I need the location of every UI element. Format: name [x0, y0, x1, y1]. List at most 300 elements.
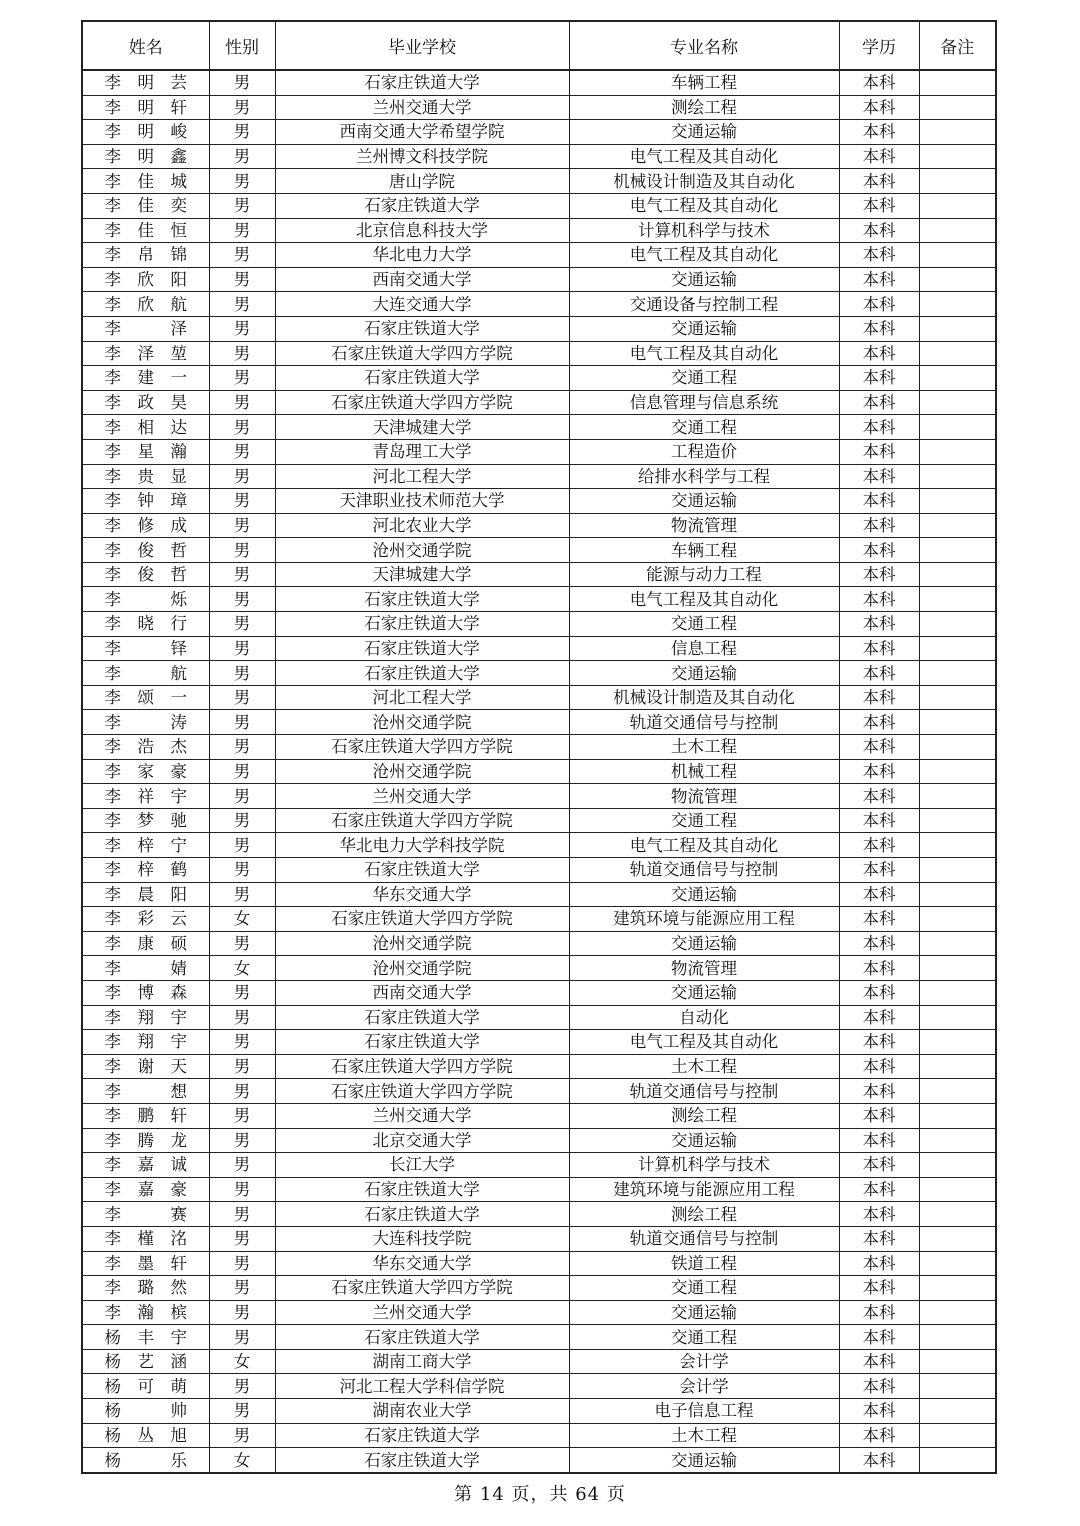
cell-name: 李 欣 航	[82, 292, 209, 317]
table-row	[82, 1054, 996, 1079]
cell-degree: 本科	[839, 1325, 919, 1350]
cell-school: 华北电力大学	[275, 243, 569, 268]
cell-school: 石家庄铁道大学	[275, 1005, 569, 1030]
cell-major: 交通运输	[569, 1448, 839, 1473]
cell-degree: 本科	[839, 489, 919, 514]
cell-degree: 本科	[839, 710, 919, 735]
cell-name: 李 建 一	[82, 366, 209, 391]
table-row	[82, 169, 996, 194]
cell-gender: 男	[209, 1202, 275, 1227]
table-row	[82, 144, 996, 169]
cell-school: 石家庄铁道大学四方学院	[275, 341, 569, 366]
cell-name: 李 明 轩	[82, 95, 209, 120]
cell-degree: 本科	[839, 1374, 919, 1399]
table-row	[82, 243, 996, 268]
cell-note	[919, 193, 996, 218]
table-row	[82, 612, 996, 637]
cell-major: 交通运输	[569, 489, 839, 514]
cell-degree: 本科	[839, 661, 919, 686]
cell-major: 交通运输	[569, 980, 839, 1005]
cell-school: 华北电力大学科技学院	[275, 833, 569, 858]
cell-school: 河北农业大学	[275, 513, 569, 538]
cell-major: 电子信息工程	[569, 1399, 839, 1424]
cell-major: 测绘工程	[569, 95, 839, 120]
cell-school: 石家庄铁道大学	[275, 1325, 569, 1350]
cell-degree: 本科	[839, 70, 919, 95]
cell-degree: 本科	[839, 439, 919, 464]
table-row	[82, 587, 996, 612]
cell-gender: 男	[209, 1251, 275, 1276]
table-row	[82, 120, 996, 145]
table-row	[82, 513, 996, 538]
cell-degree: 本科	[839, 1251, 919, 1276]
cell-major: 机械工程	[569, 759, 839, 784]
table-row	[82, 538, 996, 563]
cell-name: 李 梓 宁	[82, 833, 209, 858]
table-row	[82, 1374, 996, 1399]
cell-gender: 男	[209, 1177, 275, 1202]
cell-school: 大连交通大学	[275, 292, 569, 317]
cell-major: 交通工程	[569, 808, 839, 833]
cell-gender: 男	[209, 784, 275, 809]
cell-gender: 男	[209, 882, 275, 907]
cell-school: 西南交通大学	[275, 267, 569, 292]
cell-note	[919, 95, 996, 120]
cell-major: 会计学	[569, 1374, 839, 1399]
cell-note	[919, 1349, 996, 1374]
table-row	[82, 1128, 996, 1153]
cell-degree: 本科	[839, 144, 919, 169]
cell-major: 测绘工程	[569, 1103, 839, 1128]
cell-major: 车辆工程	[569, 70, 839, 95]
cell-gender: 男	[209, 1054, 275, 1079]
cell-gender: 男	[209, 710, 275, 735]
cell-note	[919, 1300, 996, 1325]
cell-school: 石家庄铁道大学四方学院	[275, 1054, 569, 1079]
cell-gender: 男	[209, 513, 275, 538]
cell-note	[919, 1005, 996, 1030]
table-row	[82, 1399, 996, 1424]
cell-name: 李 佳 奕	[82, 193, 209, 218]
cell-school: 石家庄铁道大学	[275, 1030, 569, 1055]
cell-gender: 男	[209, 1325, 275, 1350]
cell-name: 李 翔 宇	[82, 1030, 209, 1055]
cell-major: 会计学	[569, 1349, 839, 1374]
cell-note	[919, 538, 996, 563]
cell-degree: 本科	[839, 1276, 919, 1301]
cell-note	[919, 1103, 996, 1128]
cell-name: 李 璐 然	[82, 1276, 209, 1301]
cell-major: 计算机科学与技术	[569, 1153, 839, 1178]
cell-name: 李 明 峻	[82, 120, 209, 145]
cell-major: 电气工程及其自动化	[569, 341, 839, 366]
cell-name: 李 嘉 诚	[82, 1153, 209, 1178]
cell-degree: 本科	[839, 95, 919, 120]
cell-name: 李 博 森	[82, 980, 209, 1005]
cell-school: 北京信息科技大学	[275, 218, 569, 243]
cell-school: 石家庄铁道大学	[275, 587, 569, 612]
cell-note	[919, 833, 996, 858]
cell-name: 杨 可 萌	[82, 1374, 209, 1399]
table-row	[82, 390, 996, 415]
table-row	[82, 439, 996, 464]
cell-gender: 男	[209, 685, 275, 710]
cell-degree: 本科	[839, 464, 919, 489]
cell-name: 李 帛 锦	[82, 243, 209, 268]
cell-major: 轨道交通信号与控制	[569, 1226, 839, 1251]
cell-name: 杨 帅	[82, 1399, 209, 1424]
cell-gender: 男	[209, 341, 275, 366]
table-row	[82, 956, 996, 981]
cell-gender: 男	[209, 1103, 275, 1128]
cell-degree: 本科	[839, 858, 919, 883]
table-row	[82, 1325, 996, 1350]
cell-name: 李 晨 阳	[82, 882, 209, 907]
cell-name: 李 涛	[82, 710, 209, 735]
cell-school: 兰州交通大学	[275, 95, 569, 120]
table-row	[82, 1202, 996, 1227]
cell-major: 交通工程	[569, 1325, 839, 1350]
table-row	[82, 1005, 996, 1030]
cell-note	[919, 513, 996, 538]
cell-gender: 女	[209, 1448, 275, 1473]
cell-gender: 男	[209, 538, 275, 563]
cell-degree: 本科	[839, 341, 919, 366]
cell-gender: 男	[209, 292, 275, 317]
cell-gender: 男	[209, 193, 275, 218]
cell-school: 唐山学院	[275, 169, 569, 194]
cell-major: 交通运输	[569, 120, 839, 145]
header-note: 备注	[919, 21, 996, 70]
cell-note	[919, 1153, 996, 1178]
cell-school: 天津城建大学	[275, 562, 569, 587]
table-row	[82, 735, 996, 760]
cell-gender: 男	[209, 735, 275, 760]
cell-gender: 男	[209, 489, 275, 514]
cell-school: 兰州博文科技学院	[275, 144, 569, 169]
cell-degree: 本科	[839, 685, 919, 710]
cell-degree: 本科	[839, 956, 919, 981]
cell-gender: 男	[209, 833, 275, 858]
cell-degree: 本科	[839, 587, 919, 612]
table-row	[82, 1300, 996, 1325]
cell-school: 石家庄铁道大学	[275, 1423, 569, 1448]
cell-major: 土木工程	[569, 1423, 839, 1448]
cell-name: 李 俊 哲	[82, 538, 209, 563]
cell-major: 交通运输	[569, 931, 839, 956]
cell-school: 华东交通大学	[275, 1251, 569, 1276]
cell-note	[919, 587, 996, 612]
cell-note	[919, 661, 996, 686]
cell-school: 石家庄铁道大学	[275, 193, 569, 218]
cell-name: 杨 乐	[82, 1448, 209, 1473]
cell-note	[919, 735, 996, 760]
cell-note	[919, 1128, 996, 1153]
table-row	[82, 70, 996, 95]
table-row	[82, 193, 996, 218]
cell-gender: 男	[209, 120, 275, 145]
cell-school: 天津城建大学	[275, 415, 569, 440]
cell-major: 计算机科学与技术	[569, 218, 839, 243]
cell-degree: 本科	[839, 366, 919, 391]
cell-major: 轨道交通信号与控制	[569, 858, 839, 883]
cell-degree: 本科	[839, 784, 919, 809]
cell-gender: 男	[209, 70, 275, 95]
cell-name: 李 明 芸	[82, 70, 209, 95]
cell-gender: 女	[209, 956, 275, 981]
cell-name: 杨 艺 涵	[82, 1349, 209, 1374]
cell-gender: 男	[209, 439, 275, 464]
cell-degree: 本科	[839, 1153, 919, 1178]
header-gender: 性别	[209, 21, 275, 70]
cell-note	[919, 341, 996, 366]
table-row	[82, 1079, 996, 1104]
cell-name: 李 彩 云	[82, 907, 209, 932]
cell-note	[919, 1399, 996, 1424]
cell-name: 李 腾 龙	[82, 1128, 209, 1153]
cell-school: 石家庄铁道大学	[275, 1448, 569, 1473]
cell-note	[919, 1202, 996, 1227]
cell-major: 铁道工程	[569, 1251, 839, 1276]
cell-degree: 本科	[839, 1226, 919, 1251]
table-row	[82, 636, 996, 661]
cell-major: 电气工程及其自动化	[569, 1030, 839, 1055]
cell-major: 物流管理	[569, 784, 839, 809]
cell-major: 建筑环境与能源应用工程	[569, 907, 839, 932]
cell-major: 能源与动力工程	[569, 562, 839, 587]
cell-name: 李 谢 天	[82, 1054, 209, 1079]
cell-school: 大连科技学院	[275, 1226, 569, 1251]
cell-note	[919, 562, 996, 587]
table-body	[82, 70, 996, 1473]
cell-degree: 本科	[839, 907, 919, 932]
table-row	[82, 562, 996, 587]
cell-major: 轨道交通信号与控制	[569, 1079, 839, 1104]
cell-major: 交通设备与控制工程	[569, 292, 839, 317]
cell-name: 李 槿 洺	[82, 1226, 209, 1251]
cell-note	[919, 1374, 996, 1399]
cell-gender: 男	[209, 366, 275, 391]
cell-degree: 本科	[839, 218, 919, 243]
cell-major: 建筑环境与能源应用工程	[569, 1177, 839, 1202]
cell-name: 李 修 成	[82, 513, 209, 538]
cell-note	[919, 808, 996, 833]
cell-name: 李 家 豪	[82, 759, 209, 784]
cell-name: 李 相 达	[82, 415, 209, 440]
table-row	[82, 95, 996, 120]
cell-school: 河北工程大学科信学院	[275, 1374, 569, 1399]
cell-degree: 本科	[839, 1128, 919, 1153]
cell-note	[919, 120, 996, 145]
cell-note	[919, 1226, 996, 1251]
cell-gender: 男	[209, 267, 275, 292]
cell-note	[919, 366, 996, 391]
cell-school: 兰州交通大学	[275, 784, 569, 809]
cell-gender: 男	[209, 218, 275, 243]
cell-school: 沧州交通学院	[275, 956, 569, 981]
page-number: 第 14 页，共 64 页	[454, 1484, 626, 1505]
cell-note	[919, 292, 996, 317]
header-school: 毕业学校	[275, 21, 569, 70]
cell-major: 信息管理与信息系统	[569, 390, 839, 415]
table-row	[82, 292, 996, 317]
cell-school: 河北工程大学	[275, 464, 569, 489]
table-row	[82, 415, 996, 440]
cell-note	[919, 1054, 996, 1079]
table-row	[82, 685, 996, 710]
cell-note	[919, 1251, 996, 1276]
table-row	[82, 980, 996, 1005]
header-degree: 学历	[839, 21, 919, 70]
cell-major: 物流管理	[569, 513, 839, 538]
cell-note	[919, 144, 996, 169]
cell-school: 兰州交通大学	[275, 1300, 569, 1325]
cell-school: 石家庄铁道大学	[275, 1177, 569, 1202]
cell-school: 华东交通大学	[275, 882, 569, 907]
cell-degree: 本科	[839, 1079, 919, 1104]
cell-degree: 本科	[839, 1202, 919, 1227]
table-row	[82, 1177, 996, 1202]
cell-gender: 男	[209, 1423, 275, 1448]
cell-name: 李 政 昊	[82, 390, 209, 415]
cell-school: 石家庄铁道大学	[275, 612, 569, 637]
cell-gender: 男	[209, 980, 275, 1005]
cell-note	[919, 243, 996, 268]
cell-school: 石家庄铁道大学四方学院	[275, 735, 569, 760]
cell-major: 交通工程	[569, 366, 839, 391]
table-row	[82, 858, 996, 883]
cell-note	[919, 858, 996, 883]
cell-school: 湖南工商大学	[275, 1349, 569, 1374]
cell-gender: 男	[209, 1374, 275, 1399]
cell-major: 自动化	[569, 1005, 839, 1030]
cell-school: 石家庄铁道大学	[275, 858, 569, 883]
cell-name: 李 泽	[82, 316, 209, 341]
table-row	[82, 931, 996, 956]
cell-gender: 男	[209, 1005, 275, 1030]
cell-note	[919, 685, 996, 710]
cell-name: 李 晓 行	[82, 612, 209, 637]
cell-name: 李 想	[82, 1079, 209, 1104]
cell-school: 天津职业技术师范大学	[275, 489, 569, 514]
cell-name: 李 佳 城	[82, 169, 209, 194]
cell-school: 长江大学	[275, 1153, 569, 1178]
cell-degree: 本科	[839, 267, 919, 292]
cell-note	[919, 1030, 996, 1055]
cell-degree: 本科	[839, 1349, 919, 1374]
cell-note	[919, 907, 996, 932]
cell-major: 物流管理	[569, 956, 839, 981]
cell-gender: 男	[209, 243, 275, 268]
table-row	[82, 907, 996, 932]
cell-gender: 女	[209, 907, 275, 932]
cell-gender: 男	[209, 1276, 275, 1301]
cell-major: 电气工程及其自动化	[569, 833, 839, 858]
cell-degree: 本科	[839, 882, 919, 907]
cell-name: 李 佳 恒	[82, 218, 209, 243]
cell-name: 李 康 硕	[82, 931, 209, 956]
cell-major: 交通工程	[569, 415, 839, 440]
cell-school: 湖南农业大学	[275, 1399, 569, 1424]
cell-degree: 本科	[839, 169, 919, 194]
cell-school: 兰州交通大学	[275, 1103, 569, 1128]
cell-note	[919, 439, 996, 464]
table-row	[82, 1226, 996, 1251]
cell-school: 石家庄铁道大学四方学院	[275, 907, 569, 932]
cell-name: 李 梦 驰	[82, 808, 209, 833]
cell-name: 李 铎	[82, 636, 209, 661]
cell-major: 车辆工程	[569, 538, 839, 563]
cell-school: 石家庄铁道大学四方学院	[275, 390, 569, 415]
cell-gender: 男	[209, 95, 275, 120]
cell-school: 沧州交通学院	[275, 538, 569, 563]
header-name: 姓名	[82, 21, 209, 70]
cell-major: 给排水科学与工程	[569, 464, 839, 489]
cell-note	[919, 636, 996, 661]
cell-degree: 本科	[839, 1054, 919, 1079]
cell-major: 机械设计制造及其自动化	[569, 685, 839, 710]
cell-school: 石家庄铁道大学四方学院	[275, 1079, 569, 1104]
cell-gender: 男	[209, 1153, 275, 1178]
cell-note	[919, 882, 996, 907]
cell-name: 李 俊 哲	[82, 562, 209, 587]
cell-gender: 男	[209, 415, 275, 440]
cell-name: 李 鹏 轩	[82, 1103, 209, 1128]
cell-major: 电气工程及其自动化	[569, 587, 839, 612]
cell-gender: 男	[209, 858, 275, 883]
cell-note	[919, 1079, 996, 1104]
cell-degree: 本科	[839, 980, 919, 1005]
cell-note	[919, 612, 996, 637]
cell-note	[919, 956, 996, 981]
cell-gender: 男	[209, 390, 275, 415]
cell-gender: 男	[209, 612, 275, 637]
table-row	[82, 710, 996, 735]
cell-major: 信息工程	[569, 636, 839, 661]
cell-school: 河北工程大学	[275, 685, 569, 710]
cell-degree: 本科	[839, 415, 919, 440]
table-row	[82, 489, 996, 514]
cell-major: 交通工程	[569, 1276, 839, 1301]
cell-major: 测绘工程	[569, 1202, 839, 1227]
cell-gender: 男	[209, 587, 275, 612]
cell-name: 李 烁	[82, 587, 209, 612]
cell-degree: 本科	[839, 1448, 919, 1473]
cell-note	[919, 218, 996, 243]
cell-gender: 男	[209, 169, 275, 194]
cell-name: 李 赛	[82, 1202, 209, 1227]
cell-name: 杨 丰 宇	[82, 1325, 209, 1350]
cell-degree: 本科	[839, 193, 919, 218]
cell-degree: 本科	[839, 759, 919, 784]
table-row	[82, 784, 996, 809]
cell-school: 石家庄铁道大学	[275, 70, 569, 95]
cell-major: 交通工程	[569, 612, 839, 637]
cell-name: 杨 丛 旭	[82, 1423, 209, 1448]
cell-note	[919, 70, 996, 95]
cell-degree: 本科	[839, 1300, 919, 1325]
cell-school: 石家庄铁道大学	[275, 636, 569, 661]
table-row	[82, 218, 996, 243]
table-row	[82, 1448, 996, 1473]
cell-note	[919, 169, 996, 194]
cell-name: 李 浩 杰	[82, 735, 209, 760]
cell-degree: 本科	[839, 1103, 919, 1128]
cell-name: 李 翔 宇	[82, 1005, 209, 1030]
header-row	[82, 21, 996, 70]
cell-name: 李 欣 阳	[82, 267, 209, 292]
cell-degree: 本科	[839, 316, 919, 341]
